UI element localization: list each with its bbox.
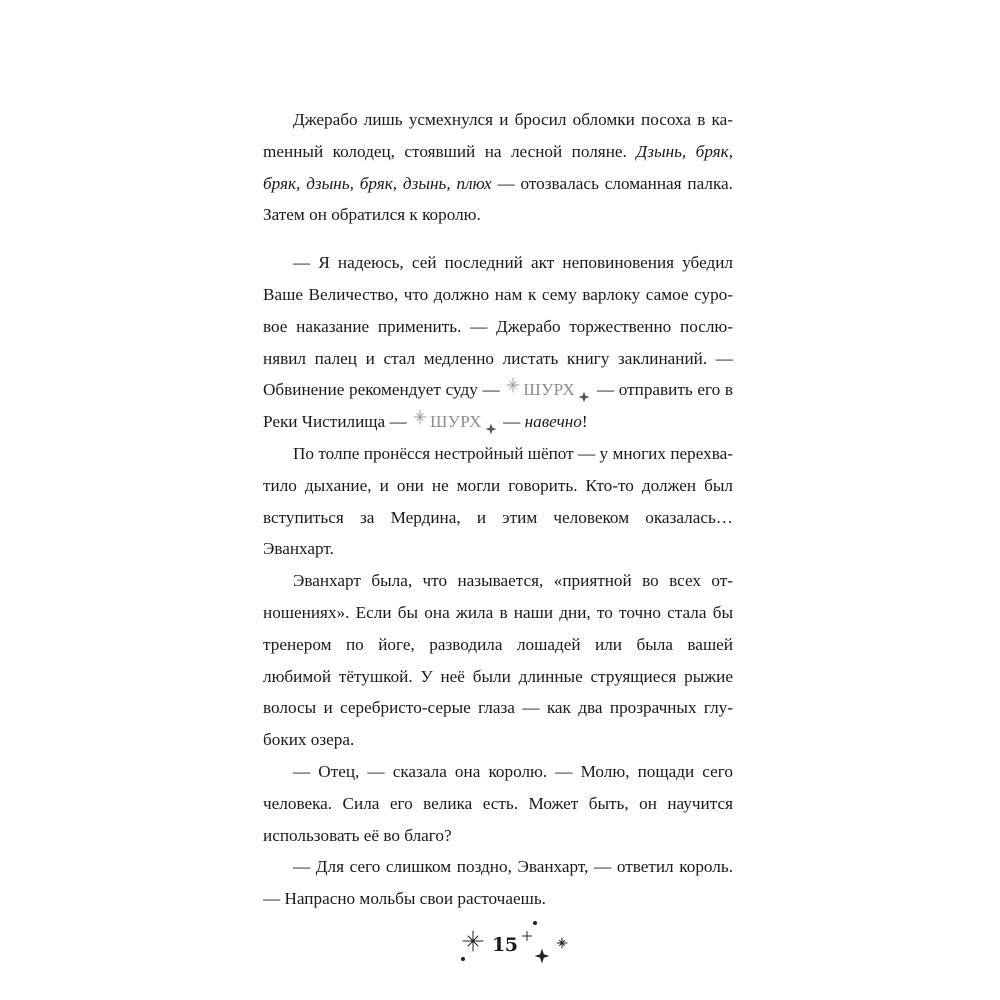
text-run: Джерабо лишь усмехнулся и бросил обломки посоха в каmенный колодец, стоявший на лесной поляне. [263, 110, 733, 161]
sparkle-icon [506, 377, 520, 393]
text-run: По толпе пронёсся нестройный шёпот — у многих перехватило дыхание, и они не могли говорить. Кто-то должен был вступиться за Мердина, и этим человеком оказалась… Эванхарт. [263, 443, 733, 559]
page-footer [450, 918, 580, 978]
paragraph [263, 851, 733, 915]
paragraph [263, 565, 733, 756]
dot-icon [460, 956, 466, 962]
paragraph [263, 438, 733, 565]
text-run: — отозвалась сломанная палка. Затем он обратился к королю. [263, 173, 733, 225]
sound-effect-stamp: ШУРХ [523, 380, 576, 400]
page-number: 15 [492, 934, 518, 956]
text-run: — Отец, — сказала она королю. — Молю, пощади сего человека. Сила его велика есть. Может быть, он научится использовать её во благо? [263, 761, 733, 845]
sparkle-icon [413, 409, 427, 425]
text-run: Эванхарт была, что называется, «приятной во всех отношениях». Если бы она жила в наши дни, то точно стала бы тренером по йоге, разводила лошадей или была вашей любимой тётушкой. У неё были длинные струящиеся рыжие волосы и серебристо-серые глаза — как два прозрачных глубоких озера. [263, 571, 733, 750]
text-run: — Я надеюсь, сей последний акт неповиновения убедил Ваше Величество, что должно нам к сему варлоку самое суровое наказание применить. — Джерабо торжественно послюнявил палец и стал медленно листать книгу заклинаний. — Обвинение рекомендует суду — [263, 253, 733, 400]
text-run: — отправить его в Реки Чистилища — [263, 380, 734, 432]
star-icon [534, 948, 550, 964]
sparkle-icon [522, 931, 532, 941]
sparkle-icon [556, 937, 568, 949]
italic-text: Дзынь, бряк, бряк, дзынь, бряк, дзынь, плюх [263, 141, 734, 193]
italic-text: навечно [524, 412, 582, 432]
text-run: — Для сего слишком поздно, Эванхарт, — ответил король. — Напрасно мольбы свои расточаешь. [263, 857, 733, 909]
sound-effect-stamp: ШУРХ [429, 412, 482, 432]
body-text [263, 104, 733, 915]
paragraph [263, 247, 733, 438]
star-icon [485, 423, 497, 435]
paragraph [263, 104, 733, 231]
text-run: — [498, 412, 525, 432]
paragraph [263, 756, 733, 851]
dot-icon [532, 920, 538, 926]
star-icon [578, 391, 590, 403]
sparkle-icon [462, 930, 484, 952]
text-run: ! [581, 412, 588, 432]
